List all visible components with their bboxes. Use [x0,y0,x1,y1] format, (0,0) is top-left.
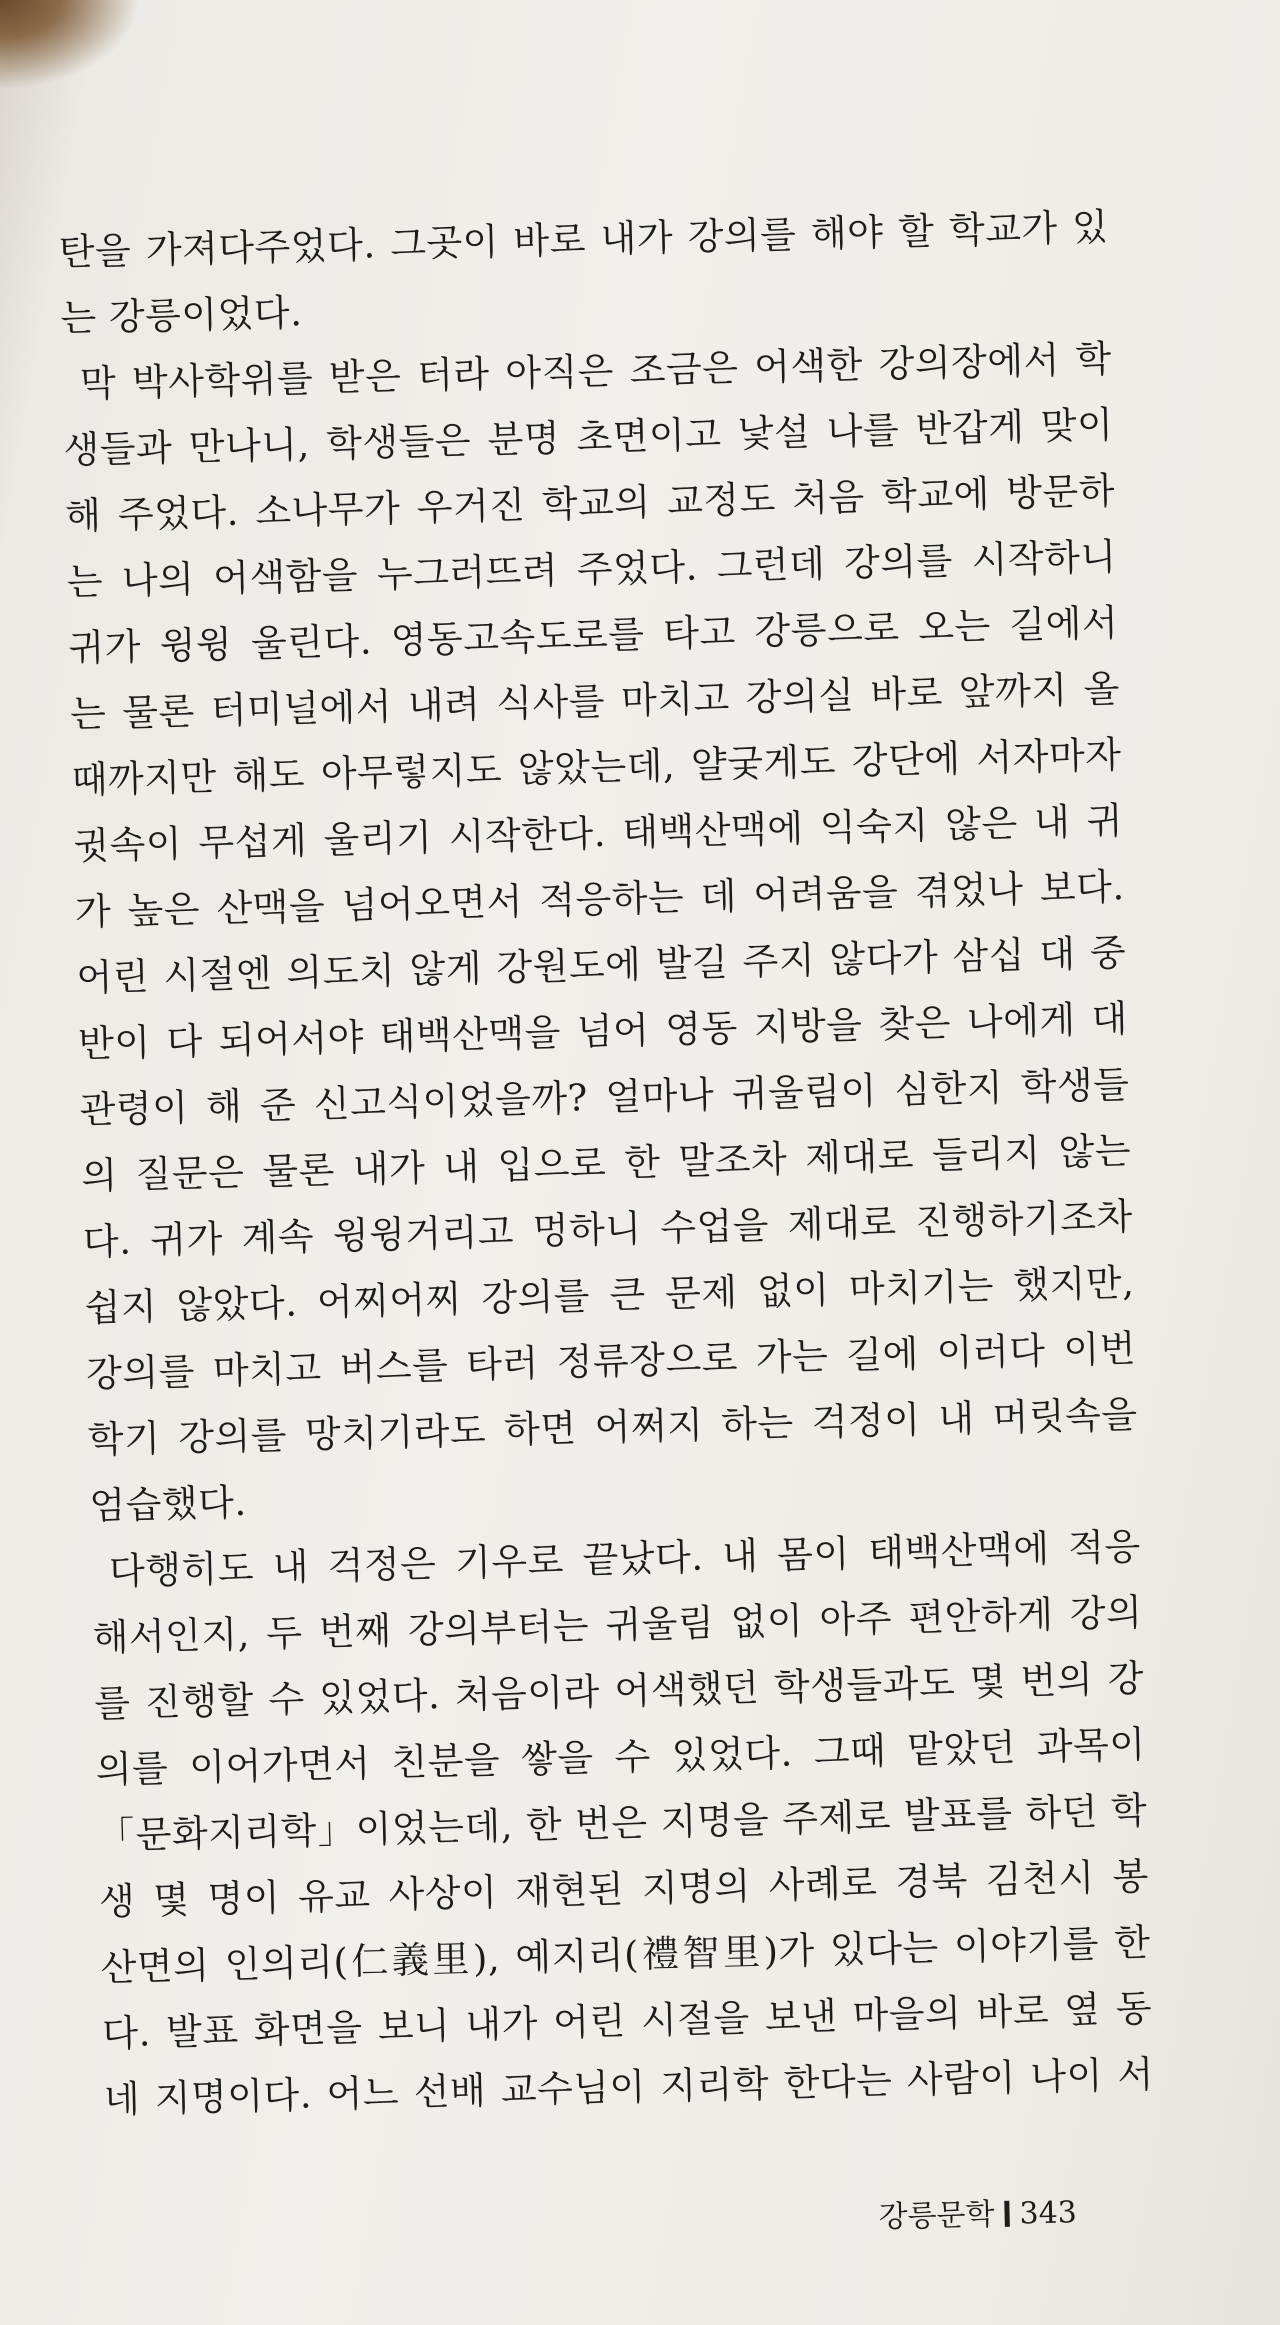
text-line: 는 나의 어색함을 누그러뜨려 주었다. 그런데 강의를 시작하니 [66,535,1118,604]
running-section-title: 강릉문학 [878,2197,995,2235]
text-line: 엄습했다. [88,1480,248,1528]
text-line: 생 몇 명이 유교 사상이 재현된 지명의 사례로 경북 김천시 봉 [98,1854,1150,1924]
text-line: 가 높은 산맥을 넘어오면서 적응하는 데 어려움을 겪었나 보다. [74,865,1126,934]
text-line: 때까지만 해도 아무렇지도 않았는데, 얄궂게도 강단에 서자마자 [71,733,1122,802]
text-line: 귀가 윙윙 울린다. 영동고속도로를 타고 강릉으로 오는 길에서 [67,601,1119,670]
text-line: 의를 이어가면서 친분을 쌓을 수 있었다. 그때 맡았던 과목이 [95,1722,1147,1792]
footer-separator [1004,2201,1010,2227]
text-line: 산면의 인의리(仁義里), 예지리(禮智里)가 있다는 이야기를 한 [100,1920,1151,1990]
page-corner-shadow [0,0,140,90]
text-line: 귓속이 무섭게 울리기 시작한다. 태백산맥에 익숙지 않은 내 귀 [72,799,1124,868]
text-line: 해 주었다. 소나무가 우거진 학교의 교정도 처음 학교에 방문하 [64,469,1116,538]
text-line: 다. 발표 화면을 보니 내가 어린 시절을 보낸 마을의 바로 옆 동 [101,1986,1153,2056]
text-line: 어린 시절엔 의도치 않게 강원도에 발길 주지 않다가 삼십 대 중 [76,931,1127,1000]
text-line: 는 물론 터미널에서 내려 식사를 마치고 강의실 바로 앞까지 올 [69,667,1121,736]
text-line: 를 진행할 수 있었다. 처음이라 어색했던 학생들과도 몇 번의 강 [93,1656,1145,1726]
text-line: 막 박사학위를 받은 터라 아직은 조금은 어색한 강의장에서 학 [79,337,1113,406]
text-line: 다행히도 내 걱정은 기우로 끝났다. 내 몸이 태백산맥에 적응 [108,1524,1142,1594]
text-line: 의 질문은 물론 내가 내 입으로 한 말조차 제대로 들리지 않는 [80,1129,1132,1198]
text-line: 관령이 해 준 신고식이었을까? 얼마나 귀울림이 심한지 학생들 [79,1063,1130,1132]
text-line: 생들과 만나니, 학생들은 분명 초면이고 낯설 나를 반갑게 맞이 [63,403,1114,472]
text-line: 탄을 가져다주었다. 그곳이 바로 내가 강의를 해야 할 학교가 있 [58,205,1110,274]
text-line: 네 지명이다. 어느 선배 교수님이 지리학 한다는 사람이 나이 서 [103,2052,1155,2122]
text-line: 다. 귀가 계속 윙윙거리고 멍하니 수업을 제대로 진행하기조차 [82,1195,1134,1264]
text-line: 반이 다 되어서야 태백산맥을 넘어 영동 지방을 찾은 나에게 대 [77,997,1129,1066]
page-footer [878,2186,1109,2236]
text-line: 학기 강의를 망치기라도 하면 어쩌지 하는 걱정이 내 머릿속을 [87,1392,1139,1462]
text-line: 강의를 마치고 버스를 타러 정류장으로 가는 길에 이러다 이번 [85,1327,1137,1396]
text-line: 는 강릉이었다. [59,291,303,340]
body-text [58,194,1154,2133]
page-number: 343 [1019,2195,1078,2232]
text-line: 쉽지 않았다. 어찌어찌 강의를 큰 문제 없이 마치기는 했지만, [84,1261,1135,1330]
text-line: 「문화지리학」이었는데, 한 번은 지명을 주제로 발표를 하던 학 [96,1788,1148,1858]
text-line: 해서인지, 두 번째 강의부터는 귀울림 없이 아주 편안하게 강의 [92,1590,1143,1660]
